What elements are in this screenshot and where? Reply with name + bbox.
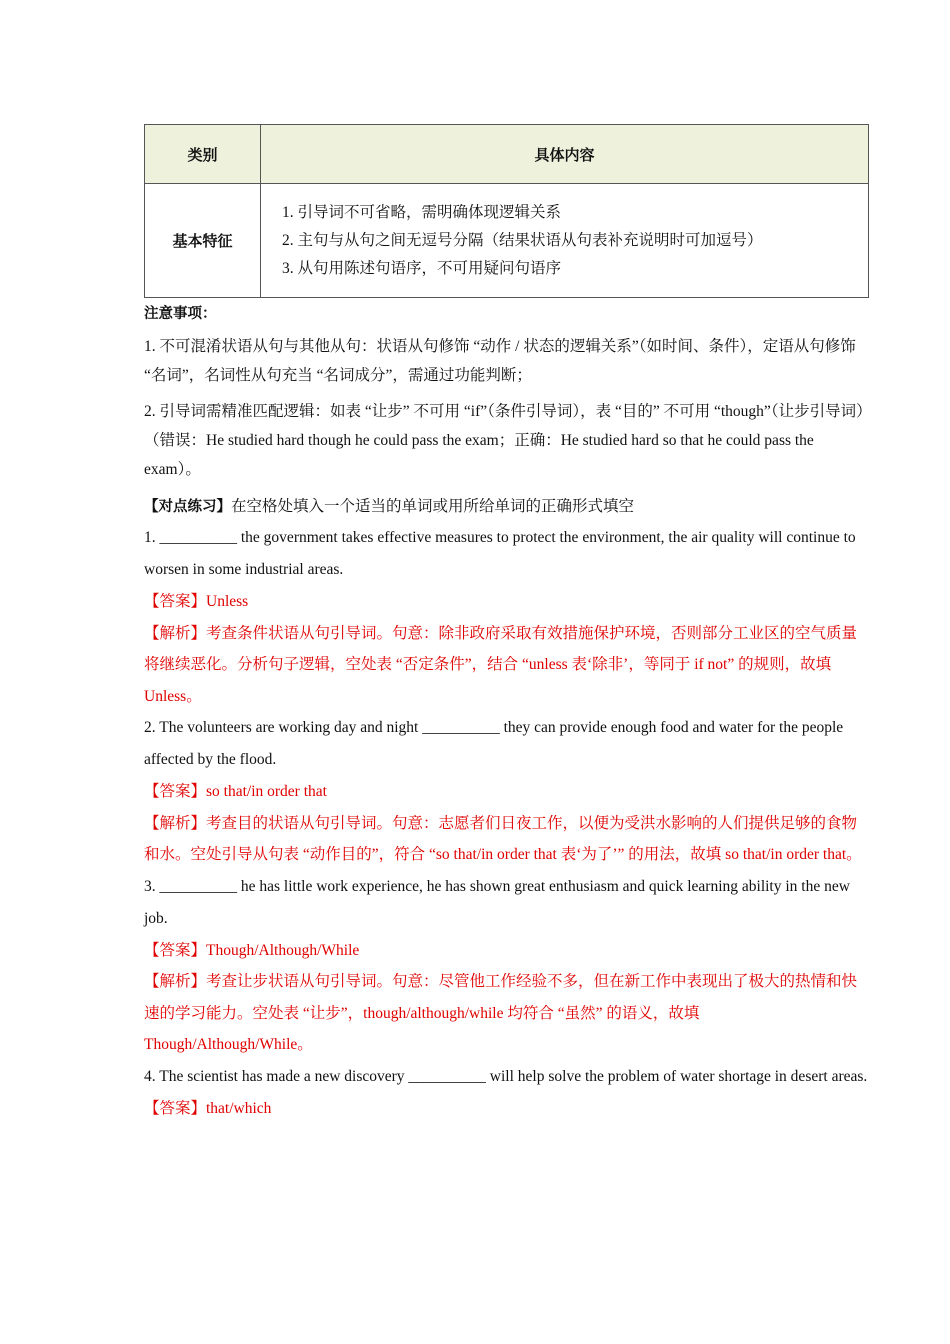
feature-table xyxy=(144,124,869,298)
exercise-title-bold: 【对点练习】 xyxy=(144,499,231,515)
content-line: 1. 引导词不可省略，需明确体现逻辑关系 xyxy=(282,203,562,221)
analysis-1: 【解析】考查条件状语从句引导词。句意：除非政府采取有效措施保护环境，否则部分工业区的空气质量将继续恶化。分析句子逻辑，空处表 “否定条件”，结合 “unless 表‘除非’，等同于 if not” 的规则，故填 Unless。 xyxy=(144,624,858,705)
analysis-2: 【解析】考查目的状语从句引导词。句意：志愿者们日夜工作，以便为受洪水影响的人们提供足够的食物和水。空处引导从句表 “动作目的”，符合 “so that/in order that 表‘为了’” 的用法，故填 so that/in order that。 xyxy=(144,814,862,863)
answer-1: 【答案】Unless xyxy=(144,593,249,610)
table-row xyxy=(145,184,869,298)
row-label: 基本特征 xyxy=(145,184,261,298)
question-4: 4. The scientist has made a new discovery __________ will help solve the problem of water shortage in desert areas. xyxy=(144,1067,868,1085)
answer-4: 【答案】that/which xyxy=(144,1099,272,1117)
note-paragraph-2: 2. 引导词需精准匹配逻辑：如表 “让步” 不可用 “if”（条件引导词），表 “目的” 不可用 “though”（让步引导词）（错误：He studied hard though he could pass the exam；正确：He studied hard so that he could pass the exam）。 xyxy=(144,403,864,478)
header-content: 具体内容 xyxy=(261,125,869,184)
table-header-row xyxy=(145,125,869,184)
question-3: 3. __________ he has little work experience, he has shown great enthusiasm and quick learning ability in the new job. xyxy=(144,877,850,927)
question-1: 1. __________ the government takes effective measures to protect the environment, the air quality will continue to worsen in some industrial areas. xyxy=(144,529,856,578)
exercise-title-text: 在空格处填入一个适当的单词或用所给单词的正确形式填空 xyxy=(231,498,635,515)
note-paragraph-1: 1. 不可混淆状语从句与其他从句：状语从句修饰 “动作 / 状态的逻辑关系”（如时间、条件），定语从句修饰 “名词”，名词性从句充当 “名词成分”，需通过功能判断； xyxy=(144,338,856,384)
exercise-title xyxy=(144,492,870,522)
content-line: 2. 主句与从句之间无逗号分隔（结果状语从句表补充说明时可加逗号） xyxy=(282,231,763,249)
question-2: 2. The volunteers are working day and night __________ they can provide enough food and water for the people affected by the flood. xyxy=(144,719,844,768)
answer-3: 【答案】Though/Although/While xyxy=(144,941,360,959)
analysis-3: 【解析】考查让步状语从句引导词。句意：尽管他工作经验不多，但在新工作中表现出了极大的热情和快速的学习能力。空处表 “让步”，though/although/while 均符合 “虽然” 的语义，故填 Though/Although/While。 xyxy=(144,973,858,1053)
header-category: 类别 xyxy=(145,125,261,184)
row-content xyxy=(261,184,869,298)
document-page xyxy=(144,124,870,1124)
answer-2: 【答案】so that/in order that xyxy=(144,783,327,800)
notes-title: 注意事项： xyxy=(144,306,217,322)
content-line: 3. 从句用陈述句语序，不可用疑问句语序 xyxy=(282,259,562,277)
